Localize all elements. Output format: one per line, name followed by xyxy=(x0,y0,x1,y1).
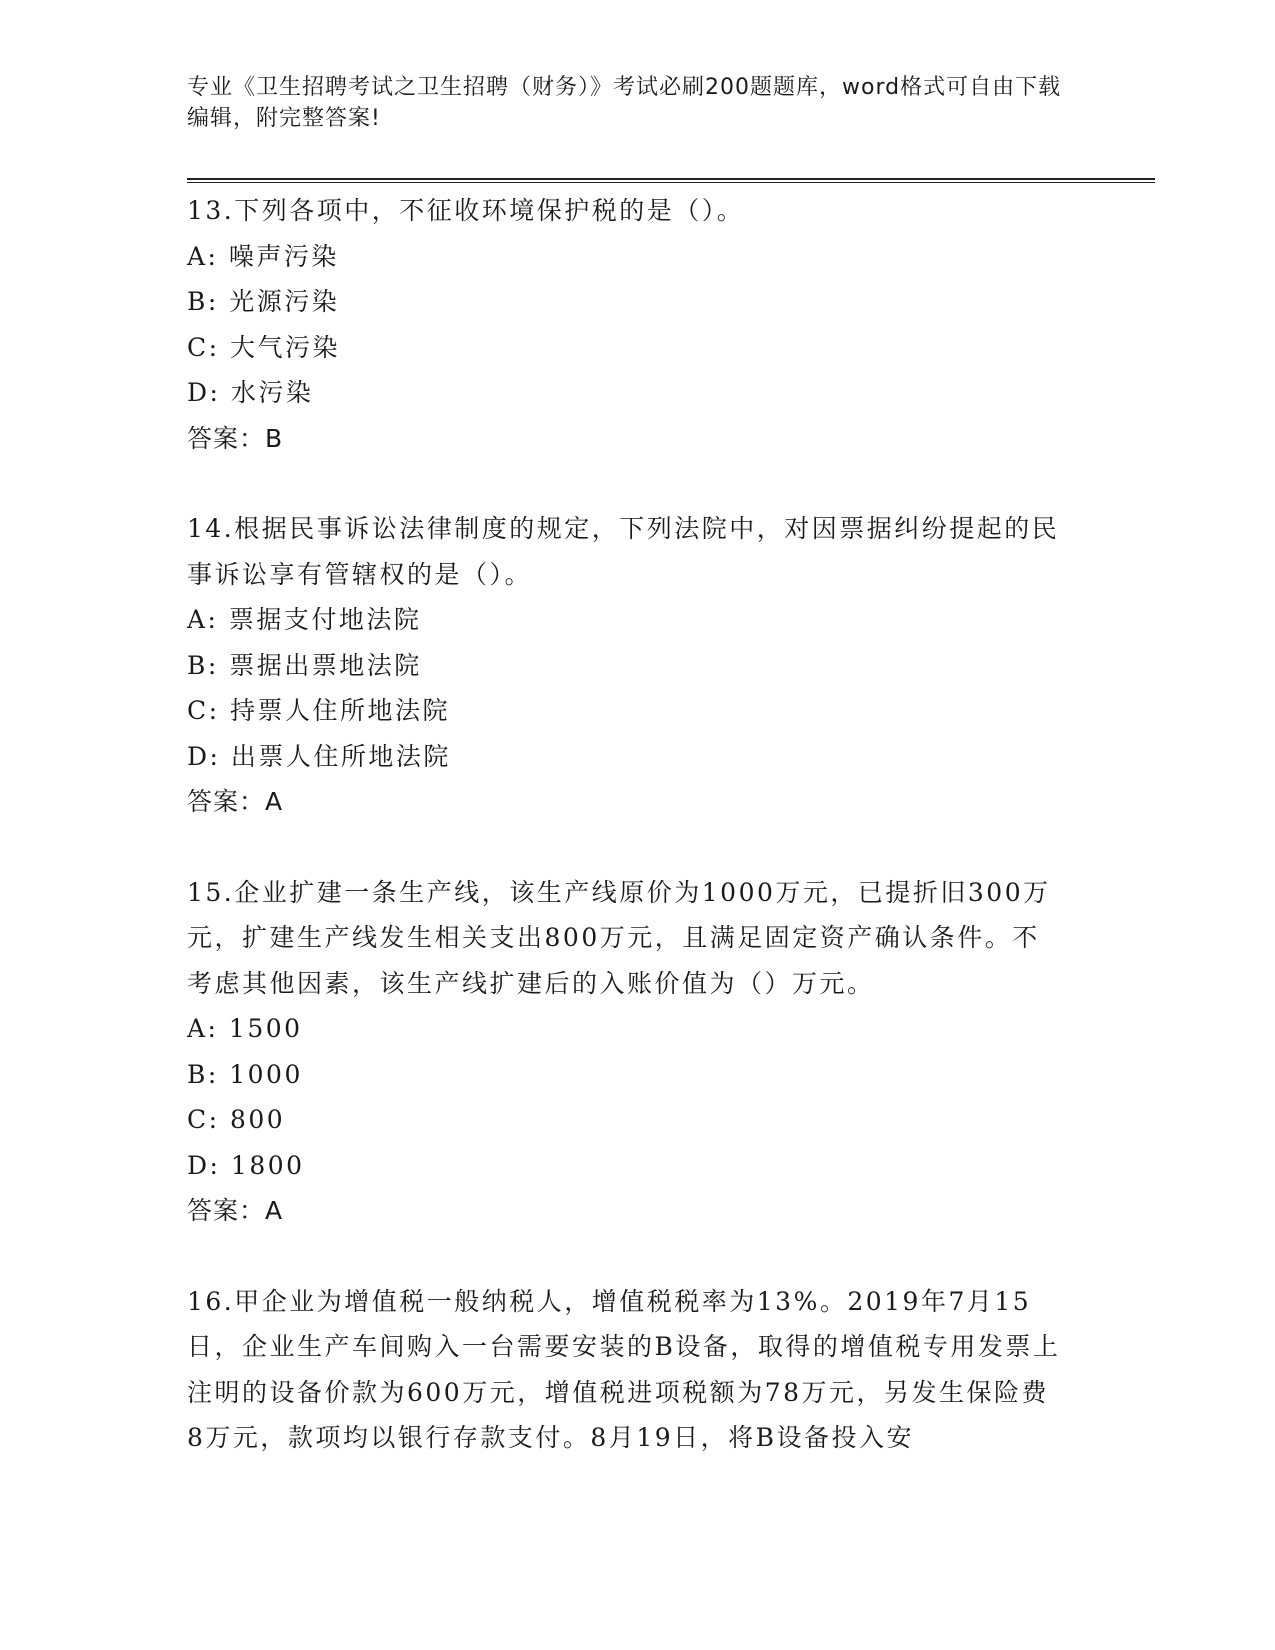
header-divider xyxy=(187,178,1155,183)
option-d: D: 出票人住所地法院 xyxy=(187,741,451,771)
question-stem: 13.下列各项中，不征收环境保护税的是（）。 xyxy=(187,196,745,225)
answer-line: 答案：B xyxy=(187,423,284,453)
option-b: B: 光源污染 xyxy=(187,287,340,316)
option-c: C: 大气污染 xyxy=(187,332,340,362)
page-header: 专业《卫生招聘考试之卫生招聘（财务）》考试必刷200题题库，word格式可自由下载编辑，附完整答案! xyxy=(187,75,1062,131)
option-d: D: 水污染 xyxy=(187,378,314,407)
answer-line: 答案：A xyxy=(187,787,284,816)
question-16 xyxy=(187,1279,1067,1461)
option-b: B: 票据出票地法院 xyxy=(187,650,422,680)
option-a: A: 噪声污染 xyxy=(187,241,339,271)
option-a: A: 1500 xyxy=(187,1014,303,1043)
option-c: C: 持票人住所地法院 xyxy=(187,696,450,725)
question-14 xyxy=(187,506,1067,825)
option-b: B: 1000 xyxy=(187,1059,303,1089)
option-c: C: 800 xyxy=(187,1105,286,1134)
question-13 xyxy=(187,188,1067,461)
option-a: A: 票据支付地法院 xyxy=(187,605,422,634)
question-list xyxy=(187,188,1067,1506)
question-stem: 15.企业扩建一条生产线，该生产线原价为1000万元，已提折旧300万元，扩建生产线发生相关支出800万元，且满足固定资产确认条件。不考虑其他因素，该生产线扩建后的入账价值为（）万元。 xyxy=(187,877,1051,998)
question-stem: 16.甲企业为增值税一般纳税人，增值税税率为13%。2019年7月15日，企业生产车间购入一台需要安装的B设备，取得的增值税专用发票上注明的设备价款为600万元，增值税进项税额为78万元，另发生保险费8万元，款项均以银行存款支付。8月19日，将B设备投入安 xyxy=(187,1286,1061,1452)
question-stem: 14.根据民事诉讼法律制度的规定，下列法院中，对因票据纠纷提起的民事诉讼享有管辖权的是（）。 xyxy=(187,514,1060,589)
answer-line: 答案：A xyxy=(187,1196,284,1225)
question-15 xyxy=(187,870,1067,1234)
option-d: D: 1800 xyxy=(187,1150,305,1180)
